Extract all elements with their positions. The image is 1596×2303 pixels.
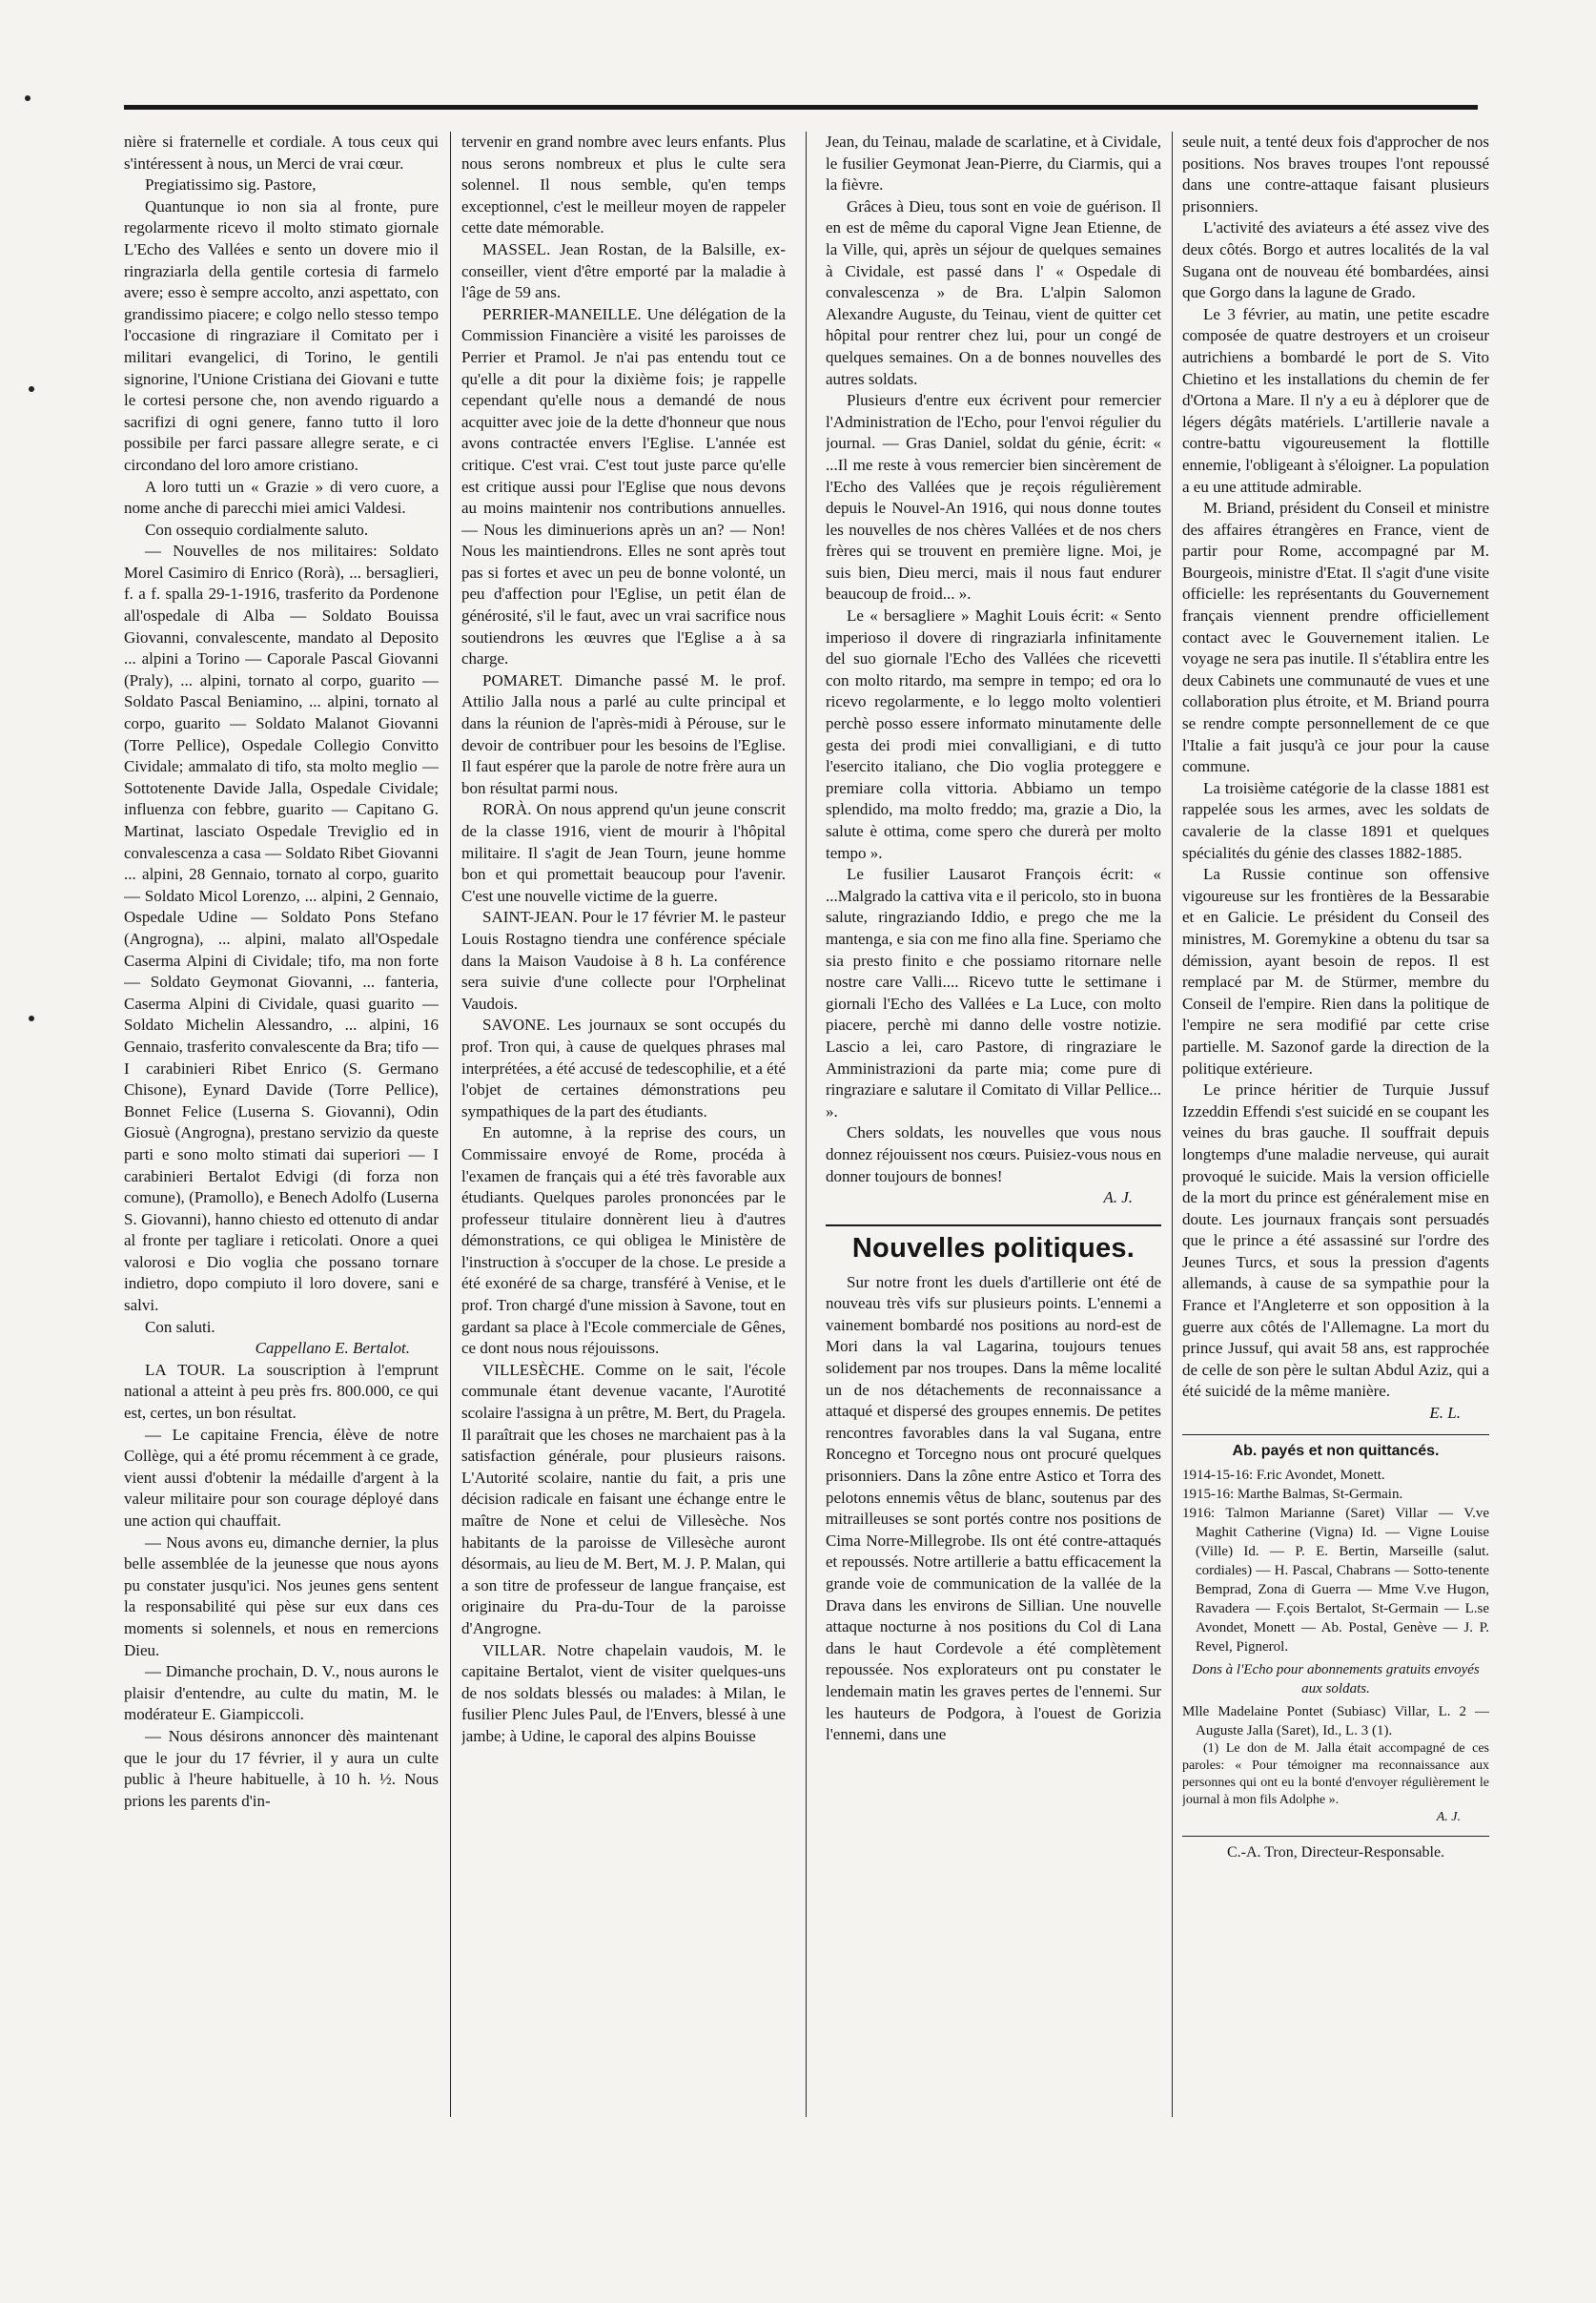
column-4: [1182, 132, 1489, 2268]
paragraph: Plusieurs d'entre eux écrivent pour remercier l'Administration de l'Echo, pour l'envoi régulier du journal. — Gras Daniel, soldat du génie, écrit: « ...Il me reste à vous remercier bien sincèrement de l'Echo des Vallées que je reçois régulièrement depuis le Nouvel-An 1916, qui nous donne toutes les nouvelles de nos chères Vallées et de nos chers frères qui se trouvent en première ligne. Moi, je suis bien, Dieu merci, mais il nous faut endurer beaucoup de froid... ».: [826, 391, 1161, 604]
paragraph: Con ossequio cordialmente saluto.: [145, 520, 369, 539]
paragraph: tervenir en grand nombre avec leurs enfants. Plus nous serons nombreux et plus le culte sera solennel. Il nous semble, qu'en temps exceptionnel, c'est le meilleur moyen de rappeler cette date mémorable.: [461, 133, 786, 237]
paragraph: Jean, du Teinau, malade de scarlatine, et à Cividale, le fusilier Geymonat Jean-Pierre, du Ciarmis, qui a la fièvre.: [826, 133, 1161, 195]
paragraph: POMARET. Dimanche passé M. le prof. Attilio Jalla nous a parlé au culte principal et dans la réunion de l'après-midi à Pérouse, sur le devoir de contribuer pour les besoins de l'Eglise. Il faut espérer que la parole de notre frère aura un bon résultat parmi nous.: [461, 670, 786, 797]
donations-list: [1182, 1702, 1489, 1740]
paragraph: nière si fraternelle et cordiale. A tous ceux qui s'intéressent à nous, un Merci de vrai cœur.: [124, 133, 439, 173]
subscriptions-heading: Ab. payés et non quittancés.: [1232, 1442, 1440, 1459]
paragraph: M. Briand, président du Conseil et ministre des affaires étrangères en France, vient de partir pour Rome, accompagné par M. Bourgeois, ministre d'Etat. Il s'agit d'une visite officielle: les représentants du Gouvernement français viennent prendre officiellement contact avec le Gouvernement italien. Le voyage ne sera pas inutile. Il s'établira entre les deux Cabinets une communauté de vues et une collaboration plus étroite, et M. Briand pourra se rendre compte personnellement de ce que l'Italie a fait jusqu'à ce jour pour la cause commune.: [1182, 499, 1489, 776]
divider: [1182, 1434, 1489, 1435]
donations-heading: Dons à l'Echo pour abonnements gratuits envoyés aux soldats.: [1192, 1662, 1480, 1697]
signature: E. L.: [1429, 1404, 1461, 1423]
column-divider: [450, 132, 451, 2117]
list-item: 1915-16: Marthe Balmas, St-Germain.: [1182, 1487, 1403, 1503]
paragraph: Quantunque io non sia al fronte, pure regolarmente ricevo il molto stimato giornale L'Echo des Vallées e sento un dovere mio il ringraziarla della gentile cortesia di farmelo avere; esso è sempre accolto, anzi aspettato, con grandissimo piacere; e colgo nello stesso tempo l'occasione di ringraziare il Comitato per i militari evangelici, di Torino, le gentili signorine, l'Unione Cristiana dei Giovani e tutte le cortesi persone che, non avendo riguardo a sacrifizi di ogni genere, fanno tutto il loro possibile per farci passare allegre serate, e ci circondano del loro amore cristiano.: [124, 196, 439, 474]
paragraph: VILLAR. Notre chapelain vaudois, M. le capitaine Bertalot, vient de visiter quelques-uns de nos soldats blessés ou malades: à Milan, le fusilier Plenc Jules Paul, de l'Envers, blessé à une jambe; à Udine, le caporal des alpins Bouisse: [461, 1640, 786, 1745]
list-item: 1916: Talmon Marianne (Saret) Villar — V.ve Maghit Catherine (Vigna) Id. — Vigne Louise (Ville) Id. — P. E. Bertin, Marseille (salut. cordiales) — H. Pascal, Chabrans — Sotto-tenente Bemprad, Zona di Guerra — Mme V.ve Hugon, Ravadera — F.çois Bertalot, St-Germain — L.se Avondet, Monett — Ab. Postal, Genève — J. P. Revel, Pignerol.: [1182, 1506, 1489, 1655]
paragraph: VILLESÈCHE. Comme on le sait, l'école communale étant devenue vacante, l'Aurotité scolaire l'assigna à un prêtre, M. Bert, du Pragela. Il paraîtrait que les choses ne marchaient pas à la satisfaction générale, pour plusieurs raisons. L'Autorité scolaire, nantie du fait, a pris une décision radicale en faisant une échange entre le maître de None et celui de Villesèche. Nos habitants de la paroisse de Villesèche auront désormais, au lieu de M. Bert, M. J. P. Malan, qui a son titre de professeur de langue française, est originaire du Pra-du-Tour de la paroisse d'Angrogne.: [461, 1360, 786, 1637]
paragraph: Sur notre front les duels d'artillerie ont été de nouveau très vifs sur plusieurs points. L'ennemi a vainement bombardé nos positions au nord-est de Mori dans la val Lagarina, toujours tenues solidement par nos troupes. Dans la même localité un de nos détachements de reconnaissance a attaqué et dispersé des groupes ennemis. De petites rencontres favorables dans la val Sugana, entre Roncegno et Torcegno nous ont procuré quelques prisonniers. Dans la zône entre Astico et Torra des pelotons ennemis vêtus de blanc, soutenus par des mitrailleuses se sont portés contre nos positions de Cima Norre-Millegrobe. Ils ont été contre-attaqués et repoussés. Notre artillerie a battu efficacement la grande voie de communication de la vallée de la Drava dans les environs de Sillian. Une nouvelle attaque nocturne à nos positions du Col di Lana dans le haut Cordevole a été complètement repoussée. Nos explorateurs ont pu constater le lendemain matin les graves pertes de l'ennemi. Sur les hauteurs de Podgora, à l'ouest de Gorizia l'ennemi, dans une: [826, 1272, 1161, 1744]
paragraph: SAINT-JEAN. Pour le 17 février M. le pasteur Louis Rostagno tiendra une conférence spéciale dans la Maison Vaudoise à 8 h. La conférence sera suivie d'une collecte pour l'Orphelinat Vaudois.: [461, 908, 786, 1013]
signature: A. J.: [1436, 1810, 1461, 1825]
subscriptions-list: [1182, 1466, 1489, 1656]
paragraph: A loro tutti un « Grazie » di vero cuore, a nome anche di parecchi miei amici Valdesi.: [124, 477, 439, 518]
paragraph: seule nuit, a tenté deux fois d'approcher de nos positions. Nos braves troupes l'ont repoussé dans une contre-attaque faisant plusieurs prisonniers.: [1182, 133, 1489, 216]
paragraph: Grâces à Dieu, tous sont en voie de guérison. Il en est de même du caporal Vigne Jean Etienne, de la Ville, qui, après un séjour de quelques semaines à Cividale, est passé dans l' « Ospedale di convalescenza » de Bra. L'alpin Salomon Alexandre Auguste, du Teinau, vient de quitter cet hôpital pour rentrer chez lui, pour un congé de quelques semaines. On a de bonnes nouvelles des autres soldats.: [826, 196, 1161, 388]
military-news: — Nouvelles de nos militaires: Soldato Morel Casimiro di Enrico (Rorà), ... bersaglieri, f. a f. spalla 29-1-1916, trasferito da Pordenone all'ospedale di Alba — Soldato Bouissa Giovanni, convalescente, mandato al Deposito ... alpini a Torino — Caporale Pascal Giovanni (Praly), ... alpini, tornato al corpo, guarito — Soldato Pascal Beniamino, ... alpini, tornato al corpo, guarito — Soldato Malanot Giovanni (Torre Pellice), Ospedale Collegio Convitto Cividale; ammalato di tifo, sta molto meglio — Sottotenente Davide Jalla, Ospedale Cividale; influenza con febbre, guarito — Capitano G. Martinat, lasciato Ospedale Treviglio ed in convalescenza a casa — Soldato Ribet Giovanni ... alpini, 28 Gennaio, tornato al corpo, guarito — Soldato Micol Lorenzo, ... alpini, 2 Gennaio, Ospedale Udine — Soldato Pons Stefano (Angrogna), ... alpini, malato all'Ospedale Caserma Alpini di Cividale; tifo, ma non forte — Soldato Geymonat Giovanni, ... fanteria, Caserma Alpini di Cividale, quasi guarito — Soldato Michelin Alessandro, ... alpini, 16 Gennaio, trasferito convalescente da Bra; tifo — I carabinieri Ribet Enrico (S. Germano Chisone), Eynard Davide (Torre Pellice), Bonnet Felice (Luserna S. Giovanni), Odin Giosuè (Angrogna), prestano servizio da queste parti e sono molto stimati dai superiori — I carabinieri Bertalot Edvigi (di forza non comune), (Pramollo), e Benech Adolfo (Luserna S. Giovanni), hanno chiesto ed ottenuto di andar al fronte per tagliare i reticolati. Onore a quei valorosi e Dio voglia che possano tornare indietro, dopo compiuto il loro dovere, sani e salvi.: [124, 542, 439, 1315]
paragraph: En automne, à la reprise des cours, un Commissaire envoyé de Rome, procéda à l'examen de français qui a été très favorable aux étudiants. Quelques paroles prononcées par le professeur titulaire donnèrent lieu à d'autres démonstrations, ce qui obligea le Ministère de l'instruction à s'occuper de la chose. Le preside a été exonéré de sa charge, transféré à Venise, et le prof. Tron chargé d'une mission à Savone, tout en gardant sa place à l'Ecole commerciale de Gênes, ce dont nous nous réjouissons.: [461, 1123, 786, 1358]
paragraph: Chers soldats, les nouvelles que vous nous donnez réjouissent nos cœurs. Puisiez-vous nous en donner toujours de bonnes!: [826, 1123, 1161, 1185]
paragraph: L'activité des aviateurs a été assez vive des deux côtés. Borgo et autres localités de la val Sugana ont de nouveau été bombardées, ainsi que Gorgo dans la lagune de Grado.: [1182, 218, 1489, 302]
scan-speck: [29, 386, 34, 392]
column-2: [461, 132, 786, 2268]
header-rule: [124, 105, 1478, 110]
paragraph: SAVONE. Les journaux se sont occupés du prof. Tron qui, à cause de quelques phrases mal interprétées, a été accusé de tedescophilie, et a été l'objet de certaines démonstrations peu sympathiques de la part des étudiants.: [461, 1016, 786, 1121]
paragraph: Le prince héritier de Turquie Jussuf Izzeddin Effendi s'est suicidé en se coupant les veines du bras gauche. Il souffrait depuis longtemps d'une maladie nerveuse, qui aurait provoqué le suicide. Mais la version officielle de la mort du prince est généralement mise en doute. Les journaux français sont persuadés que le prince a été assassiné sur l'ordre des Jeunes Turcs, et sous la pression d'agents allemands, à cause de sa sympathie pour la France et l'Angleterre et son opposition à la guerre aux côtés de l'Allemagne. La mort du prince Jussuf, qui avait 58 ans, est rapprochée de celle de son père le sultan Abdul Aziz, qui a été suicidé de la même manière.: [1182, 1080, 1489, 1401]
paragraph: La Russie continue son offensive vigoureuse sur les frontières de la Bessarabie et en Galicie. Le président du Conseil des ministres, M. Goremykine a obtenu du tsar sa démission, ayant besoin de repos. Il est remplacé par M. de Stürmer, membre du Conseil de l'empire. Rien dans la politique de l'empire ne sera modifié par cette crise partielle. M. Sazonof garde la direction de la politique extérieure.: [1182, 865, 1489, 1078]
column-1: [124, 132, 439, 2268]
column-3: [826, 132, 1161, 2268]
paragraph: RORÀ. On nous apprend qu'un jeune conscrit de la classe 1916, vient de mourir à l'hôpital militaire. Il s'agit de Jean Tourn, jeune homme bon et qui promettait beaucoup pour l'avenir. C'est une nouvelle victime de la guerre.: [461, 800, 786, 905]
paragraph: MASSEL. Jean Rostan, de la Balsille, ex-conseiller, vient d'être emporté par la maladie à l'âge de 59 ans.: [461, 239, 786, 302]
column-divider: [806, 132, 807, 2117]
signature: A. J.: [1103, 1188, 1133, 1207]
letter-salutation: Pregiatissimo sig. Pastore,: [145, 175, 317, 195]
paragraph: — Nous désirons annoncer dès maintenant que le jour du 17 février, il y aura un culte public à l'heure habituelle, à 10 h. ½. Nous prions les parents d'in-: [124, 1726, 439, 1810]
paragraph: Le « bersagliere » Maghit Louis écrit: « Sento imperioso il dovere di ringraziarla infinitamente del suo giornale l'Echo des Vallées che ricevetti con molto ritardo, ma sempre in tempo; ed ora lo ricevo regolarmente, e lo leggo molto volentieri perchè posso essere informato minutamente delle gesta dei prodi miei convalligiani, e di tutto l'esercito italiano, che Dio voglia proteggere e premiare colla vittoria. Abbiamo un tempo splendido, ma molto freddo; ma, grazie a Dio, la salute è ottima, come spero che durerà per molto tempo ».: [826, 607, 1161, 862]
paragraph: Le fusilier Lausarot François écrit: « ...Malgrado la cattiva vita e il pericolo, sto in buona salute, ringraziando Iddio, e prego che me la mantenga, e sia con me fino alla fine. Speriamo che sia presto finito e che possiamo ritornare nelle nostre care Valli.... Ricevo tutte le settimane i giornali l'Echo des Vallées e La Luce, con molto piacere, perchè mi danno delle vostre notizie. Lascio a lei, caro Pastore, di ringraziare le Amministrazioni da parte mia; come pure di ringraziare e salutare il Comitato di Villar Pellice... ».: [826, 865, 1161, 1121]
paragraph: — Dimanche prochain, D. V., nous aurons le plaisir d'entendre, au culte du matin, M. le modérateur E. Giampiccoli.: [124, 1662, 439, 1724]
paragraph: Con saluti.: [145, 1317, 215, 1336]
paragraph: Le 3 février, au matin, une petite escadre composée de quatre destroyers et un croiseur autrichiens a bombardé le port de S. Vito Chietino et les installations du chemin de fer d'Ortona a Mare. Il n'y a eu à déplorer que de légers dégâts matériels. L'artillerie navale a contre-battu vigoureusement la flottille ennemie, l'obligeant à s'éloigner. La population a eu une attitude admirable.: [1182, 304, 1489, 496]
footnote: (1) Le don de M. Jalla était accompagné de ces paroles: « Pour témoigner ma reconnaissance aux personnes qui ont eu la bonté d'envoyer régulièrement le journal à mon fils Adolphe ».: [1182, 1741, 1489, 1808]
section-heading: Nouvelles politiques.: [826, 1224, 1161, 1265]
scan-speck: [25, 95, 31, 101]
paragraph: — Nous avons eu, dimanche dernier, la plus belle assemblée de la jeunesse que nous ayons pu constater jusqu'ici. Nos jeunes gens sentent la responsabilité qui pèse sur eux dans ces moments si solennels, et nous en remercions Dieu.: [124, 1532, 439, 1659]
signature: Cappellano E. Bertalot.: [255, 1339, 410, 1358]
paragraph: LA TOUR. La souscription à l'emprunt national a atteint à peu près frs. 800.000, ce qui est, certes, un bon résultat.: [124, 1360, 439, 1423]
director-credit: C.-A. Tron, Directeur-Responsable.: [1226, 1844, 1445, 1861]
list-item: 1914-15-16: F.ric Avondet, Monett.: [1182, 1468, 1385, 1484]
paragraph: — Le capitaine Frencia, élève de notre Collège, qui a été promu récemment à ce grade, vient aussi d'obtenir la médaille d'argent à la valeur militaire pour son courage déployé dans une action qui chauffait.: [124, 1425, 439, 1530]
scan-speck: [29, 1016, 34, 1021]
paragraph: PERRIER-MANEILLE. Une délégation de la Commission Financière a visité les paroisses de Perrier et Pramol. Je n'ai pas entendu tout ce qu'elle a dit pour la dixième fois; je rappelle cependant qu'elle nous a demandé de nous acquitter avec joie de la dette d'honneur que nous avons contractée envers l'Eglise. L'année est critique. C'est vrai. C'est tout juste parce qu'elle est critique aussi pour l'Eglise que nous devons au moins maintenir nos contributions annuelles. — Nous les diminuerions après un an? — Non! Nous les maintiendrons. Elles ne sont après tout pas si fortes et avec un peu de bonne volonté, un peu d'affection pour l'Eglise, un petit élan de générosité, s'il le faut, avec un vrai sacrifice nous soutiendrons les œuvres que l'Eglise a à sa charge.: [461, 304, 786, 668]
paragraph: La troisième catégorie de la classe 1881 est rappelée sous les armes, avec les soldats de cavalerie de la classe 1891 et quelques spécialités du génie des classes 1882-1885.: [1182, 778, 1489, 862]
column-divider: [1172, 132, 1173, 2117]
list-item: Mlle Madelaine Pontet (Subiasc) Villar, L. 2 — Auguste Jalla (Saret), Id., L. 3 (1).: [1182, 1704, 1489, 1739]
divider: [1182, 1836, 1489, 1837]
